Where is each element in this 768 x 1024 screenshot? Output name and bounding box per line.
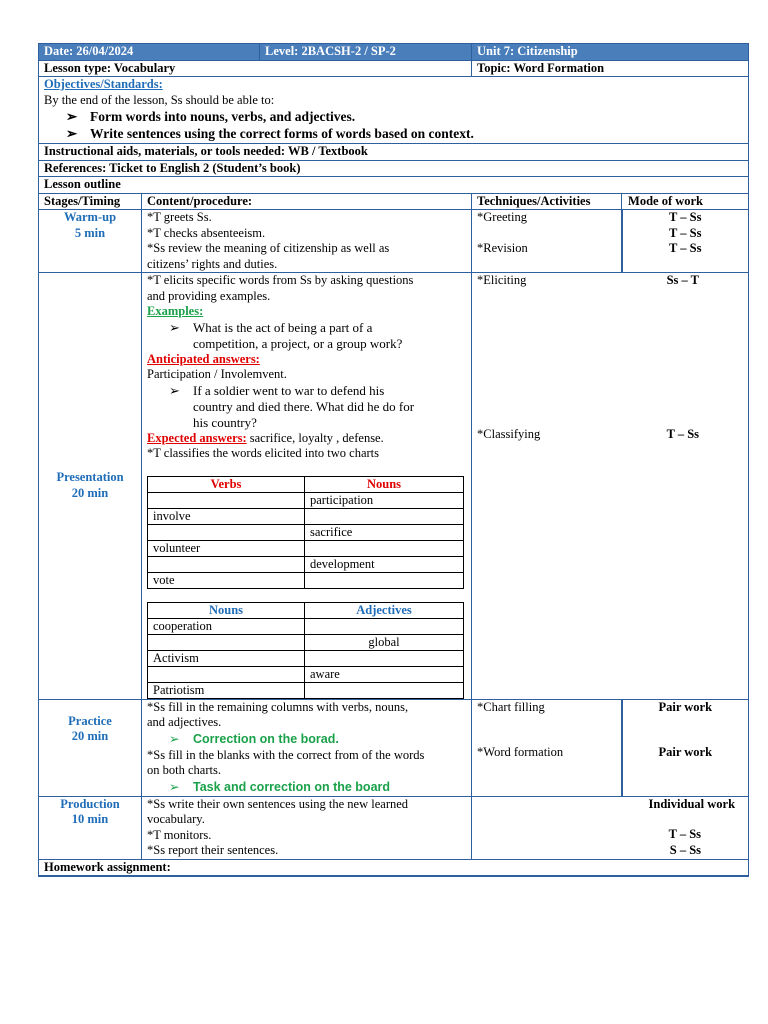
lesson-plan xyxy=(38,43,748,877)
arrow-bullet-icon: ➢ xyxy=(169,731,180,746)
col-content: Content/procedure: xyxy=(142,193,472,210)
references-row xyxy=(39,160,749,177)
unit: Unit 7: Citizenship xyxy=(472,44,749,61)
arrow-bullet-icon: ➢ xyxy=(66,109,78,124)
table-row: volunteer xyxy=(148,540,464,556)
arrow-bullet-icon: ➢ xyxy=(169,319,180,335)
warmup-row xyxy=(39,210,749,273)
homework-row xyxy=(39,859,749,876)
anticipated-answer: Participation / Involemvent. xyxy=(147,367,287,381)
arrow-bullet-icon: ➢ xyxy=(169,382,180,398)
table-row: sacrifice xyxy=(148,524,464,540)
column-header-row xyxy=(39,193,749,210)
lesson-plan-table xyxy=(38,43,749,877)
aids-row xyxy=(39,144,749,161)
practice-stage: Practice 20 min xyxy=(39,699,142,796)
anticipated-label: Anticipated answers: xyxy=(147,351,260,366)
mode-classifying: T – Ss xyxy=(666,426,700,441)
objective-item: ➢ Write sentences using the correct forms of words based on context. xyxy=(66,126,474,141)
table-row: Patriotism xyxy=(148,682,464,698)
topic: Topic: Word Formation xyxy=(472,60,749,77)
chart1-header-nouns: Nouns xyxy=(305,476,464,492)
presentation-row xyxy=(39,273,749,700)
chart2-header-nouns: Nouns xyxy=(148,602,305,618)
table-row: global xyxy=(148,634,464,650)
expected-answers: Expected answers: sacrifice, loyalty , defense. xyxy=(147,430,384,445)
chart2-header-adjectives: Adjectives xyxy=(305,602,464,618)
arrow-bullet-icon: ➢ xyxy=(66,126,78,141)
examples-label: Examples: xyxy=(147,304,204,318)
practice-content: *Ss fill in the remaining columns with verbs, nouns, and adjectives. ➢ Correction on the borad. *Ss fill in the blanks with the correct from of the words on both charts. ➢ Task and correction on the board xyxy=(142,699,472,796)
date: Date: 26/04/2024 xyxy=(39,44,260,61)
correction-line: ➢ Correction on the borad. xyxy=(169,731,339,746)
table-row: Activism xyxy=(148,650,464,666)
presentation-stage: Presentation 20 min xyxy=(39,273,142,700)
practice-mode: Pair work Pair work xyxy=(622,699,749,796)
table-row: involve xyxy=(148,508,464,524)
table-row: participation xyxy=(148,492,464,508)
warmup-tech: *Greeting *Revision xyxy=(472,210,622,273)
warmup-stage: Warm-up 5 min xyxy=(39,210,142,273)
col-mode: Mode of work xyxy=(622,193,749,210)
table-row: vote xyxy=(148,572,464,588)
tech-classifying: *Classifying xyxy=(477,426,541,441)
tech-eliciting: *Eliciting xyxy=(477,273,527,287)
production-stage: Production 10 min xyxy=(39,796,142,859)
presentation-tech-mode xyxy=(472,273,749,700)
production-mode: Individual work T – Ss S – Ss xyxy=(472,796,749,859)
table-row: aware xyxy=(148,666,464,682)
col-techniques: Techniques/Activities xyxy=(472,193,622,210)
practice-tech: *Chart filling *Word formation xyxy=(472,699,622,796)
level: Level: 2BACSH-2 / SP-2 xyxy=(260,44,472,61)
verbs-nouns-chart xyxy=(147,476,464,589)
objectives-intro: By the end of the lesson, Ss should be able to: xyxy=(44,92,275,107)
homework: Homework assignment: xyxy=(39,859,749,876)
table-row: cooperation xyxy=(148,618,464,634)
task-line: ➢ Task and correction on the board xyxy=(169,779,391,794)
warmup-mode: T – Ss T – Ss T – Ss xyxy=(622,210,749,273)
practice-row xyxy=(39,699,749,796)
production-content: *Ss write their own sentences using the new learned vocabulary. *T monitors. *Ss report their sentences. xyxy=(142,796,472,859)
lesson-outline: Lesson outline xyxy=(39,177,749,194)
aids: Instructional aids, materials, or tools needed: WB / Textbook xyxy=(39,144,749,161)
lesson-type: Lesson type: Vocabulary xyxy=(39,60,472,77)
question-2: ➢ If a soldier went to war to defend his country and died there. What did he do for his country? xyxy=(169,382,415,430)
objective-item: ➢ Form words into nouns, verbs, and adjectives. xyxy=(66,109,356,124)
objectives-title: Objectives/Standards: xyxy=(44,77,163,91)
table-row: development xyxy=(148,556,464,572)
references: References: Ticket to English 2 (Student’s book) xyxy=(39,160,749,177)
arrow-bullet-icon: ➢ xyxy=(169,779,180,794)
lesson-type-row xyxy=(39,60,749,77)
col-stages: Stages/Timing xyxy=(39,193,142,210)
warmup-content: *T greets Ss. *T checks absenteeism. *Ss review the meaning of citizenship as well as citizens’ rights and duties. xyxy=(142,210,472,273)
nouns-adjectives-chart xyxy=(147,602,464,699)
outline-row xyxy=(39,177,749,194)
header-row xyxy=(39,44,749,61)
question-1: ➢ What is the act of being a part of a competition, a project, or a group work? xyxy=(169,319,403,351)
mode-eliciting: Ss – T xyxy=(666,273,700,287)
objectives-row xyxy=(39,77,749,144)
presentation-content: *T elicits specific words from Ss by asking questions and providing examples. Examples: ➢ What is the act of being a part of a competition, a project, or a group work? Anticipated answers: Participation / Involemvent. ➢ If a soldier went to war to defend his country and died there. What did he do for his country? Expected answers: sacrifice, loyalty , defense. *T classifies the words elicited into two charts Verbs Nouns participation involve sacrifice volunteer development vote Nouns Adjectives cooperation global Activism aware Patriotism xyxy=(142,273,472,700)
production-row xyxy=(39,796,749,859)
classify-line: *T classifies the words elicited into two charts xyxy=(147,446,380,460)
chart1-header-verbs: Verbs xyxy=(148,476,305,492)
